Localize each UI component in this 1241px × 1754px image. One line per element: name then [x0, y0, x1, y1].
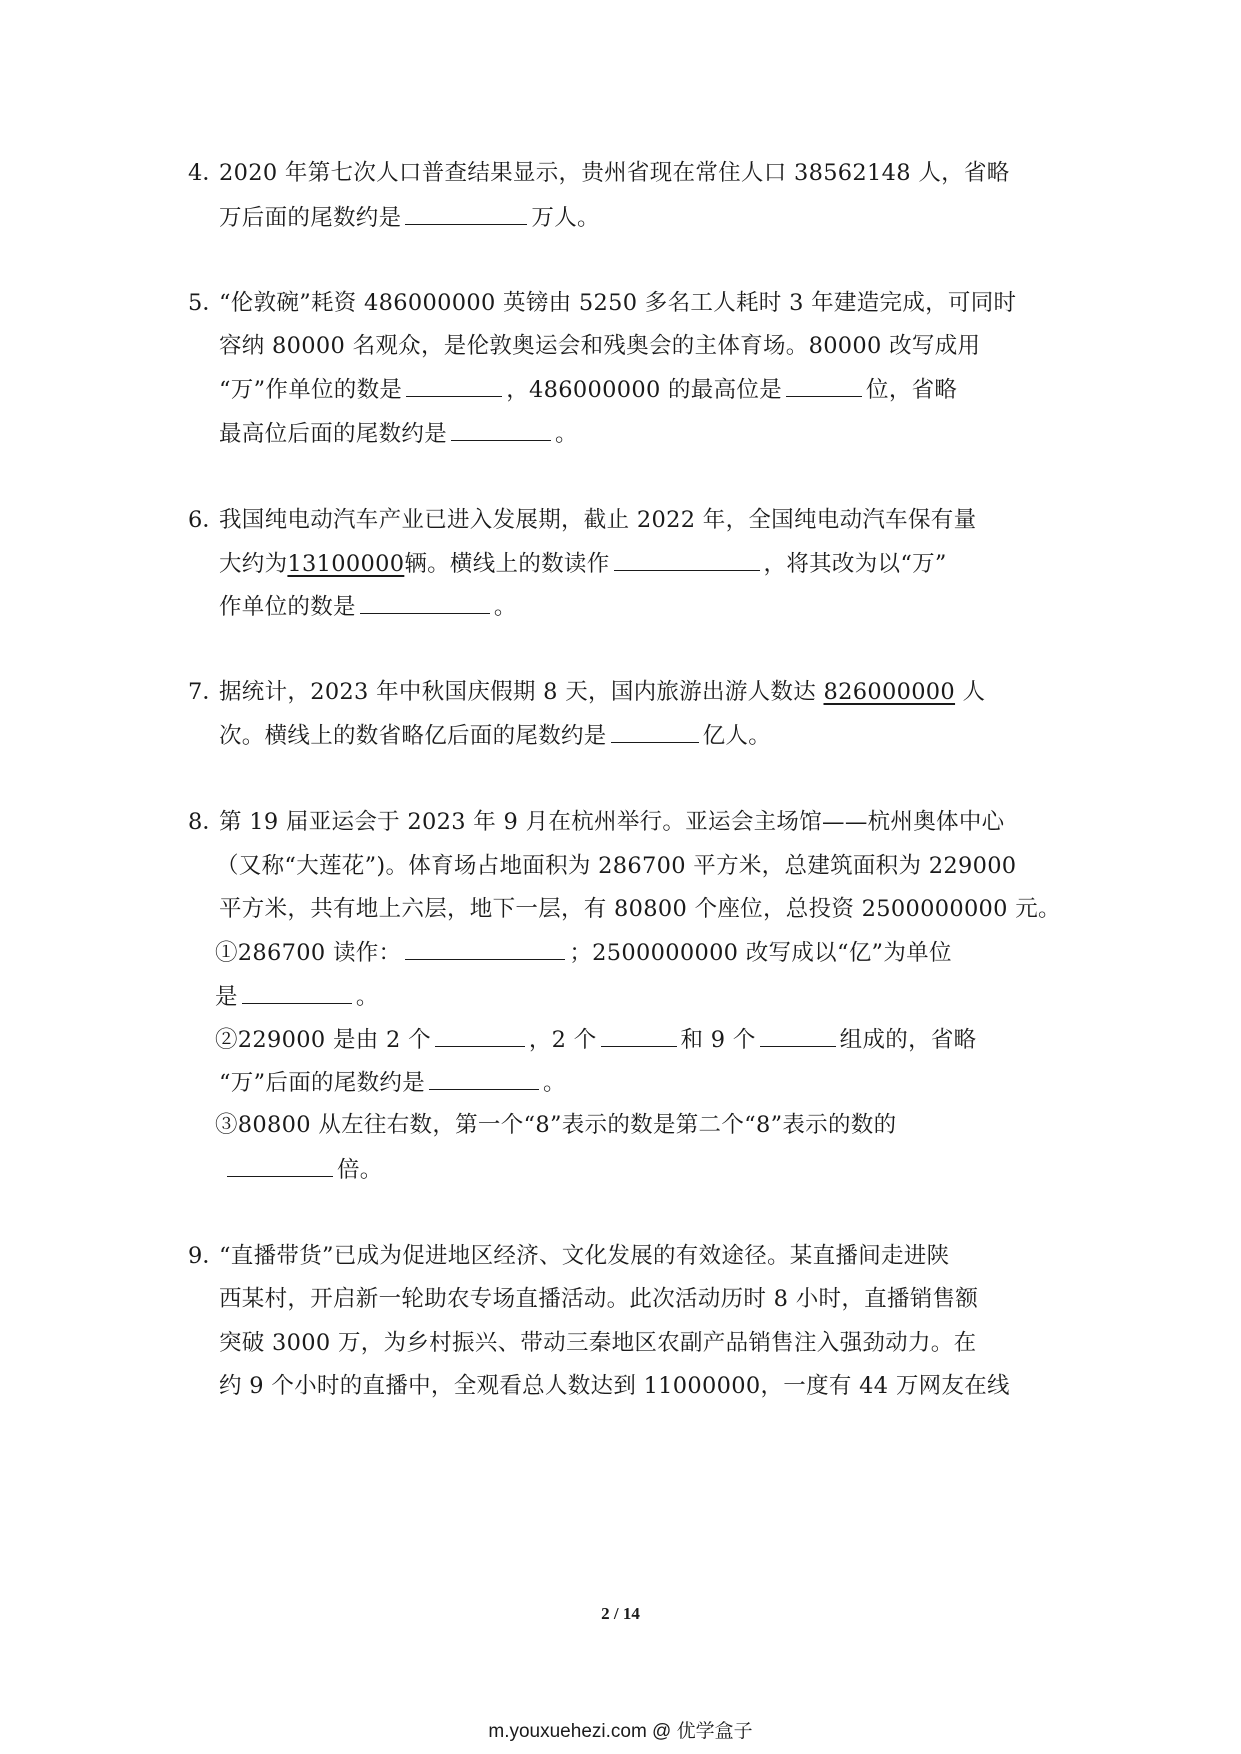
sub-question-3-cont: 倍。: [219, 1154, 383, 1185]
question-number: 5．: [188, 290, 225, 316]
underlined-number: 13100000: [287, 551, 405, 577]
answer-blank[interactable]: [611, 720, 699, 743]
answer-blank[interactable]: [614, 548, 760, 571]
question-text: 突破 3000 万，为乡村振兴、带动三秦地区农副产品销售注入强劲动力。在: [219, 1330, 977, 1356]
answer-blank[interactable]: [227, 1154, 333, 1177]
page-number: 2 / 14: [601, 1604, 640, 1623]
watermark-text: m.youxuehezi.com @ 优学盒子: [488, 1721, 753, 1742]
question-text: 作单位的数是 。: [219, 591, 517, 622]
sub-question-2: ②229000 是由 2 个 ，2 个 和 9 个 组成的，省略: [215, 1024, 976, 1055]
answer-blank[interactable]: [429, 1067, 539, 1090]
sub-question-1: ①286700 读作： ；2500000000 改写成以“亿”为单位: [215, 937, 952, 968]
question-number: 8．: [188, 809, 225, 835]
answer-blank[interactable]: [405, 202, 527, 225]
underlined-number: 826000000: [823, 679, 956, 705]
answer-blank[interactable]: [786, 374, 862, 397]
question-text: 我国纯电动汽车产业已进入发展期，截止 2022 年，全国纯电动汽车保有量: [219, 507, 977, 533]
question-text: 西某村，开启新一轮助农专场直播活动。此次活动历时 8 小时，直播销售额: [219, 1286, 979, 1312]
answer-blank[interactable]: [601, 1024, 677, 1047]
answer-blank[interactable]: [405, 937, 565, 960]
answer-blank[interactable]: [451, 418, 551, 441]
answer-blank[interactable]: [242, 981, 352, 1004]
answer-blank[interactable]: [760, 1024, 836, 1047]
question-number: 4．: [188, 160, 225, 186]
answer-blank[interactable]: [406, 374, 502, 397]
question-number: 7．: [188, 679, 225, 705]
question-text: 次。横线上的数省略亿后面的尾数约是 亿人。: [219, 720, 771, 751]
question-text: 万后面的尾数约是 万人。: [219, 202, 600, 233]
question-text: “万”作单位的数是 ，486000000 的最高位是 位，省略: [219, 374, 957, 405]
question-text: 容纳 80000 名观众，是伦敦奥运会和残奥会的主体育场。80000 改写成用: [219, 333, 981, 359]
question-text: 大约为13100000辆。横线上的数读作 ，将其改为以“万”: [219, 548, 947, 579]
question-number: 9．: [188, 1243, 225, 1269]
sub-question-2-cont: “万”后面的尾数约是 。: [219, 1067, 566, 1098]
answer-blank[interactable]: [360, 591, 490, 614]
question-text: 据统计，2023 年中秋国庆假期 8 天，国内旅游出游人数达 826000000 人: [219, 679, 986, 705]
question-text: 平方米，共有地上六层，地下一层，有 80800 个座位，总投资 2500000000 元。: [219, 896, 1061, 922]
sub-question-3: ③80800 从左往右数，第一个“8”表示的数是第二个“8”表示的数的: [215, 1112, 897, 1138]
question-text: “直播带货”已成为促进地区经济、文化发展的有效途径。某直播间走进陕: [219, 1243, 950, 1269]
question-text: （又称“大莲花”)。体育场占地面积为 286700 平方米，总建筑面积为 229000: [216, 853, 1017, 879]
answer-blank[interactable]: [435, 1024, 525, 1047]
question-text: 2020 年第七次人口普查结果显示，贵州省现在常住人口 38562148 人，省略: [219, 160, 1010, 186]
sub-question-1-cont: 是 。: [215, 981, 379, 1012]
question-text: 第 19 届亚运会于 2023 年 9 月在杭州举行。亚运会主场馆——杭州奥体中心: [219, 809, 1005, 835]
question-text: “伦敦碗”耗资 486000000 英镑由 5250 多名工人耗时 3 年建造完成，可同时: [219, 290, 1017, 316]
question-text: 约 9 个小时的直播中，全观看总人数达到 11000000，一度有 44 万网友在线: [219, 1373, 1010, 1399]
question-text: 最高位后面的尾数约是 。: [219, 418, 578, 449]
question-number: 6．: [188, 507, 225, 533]
